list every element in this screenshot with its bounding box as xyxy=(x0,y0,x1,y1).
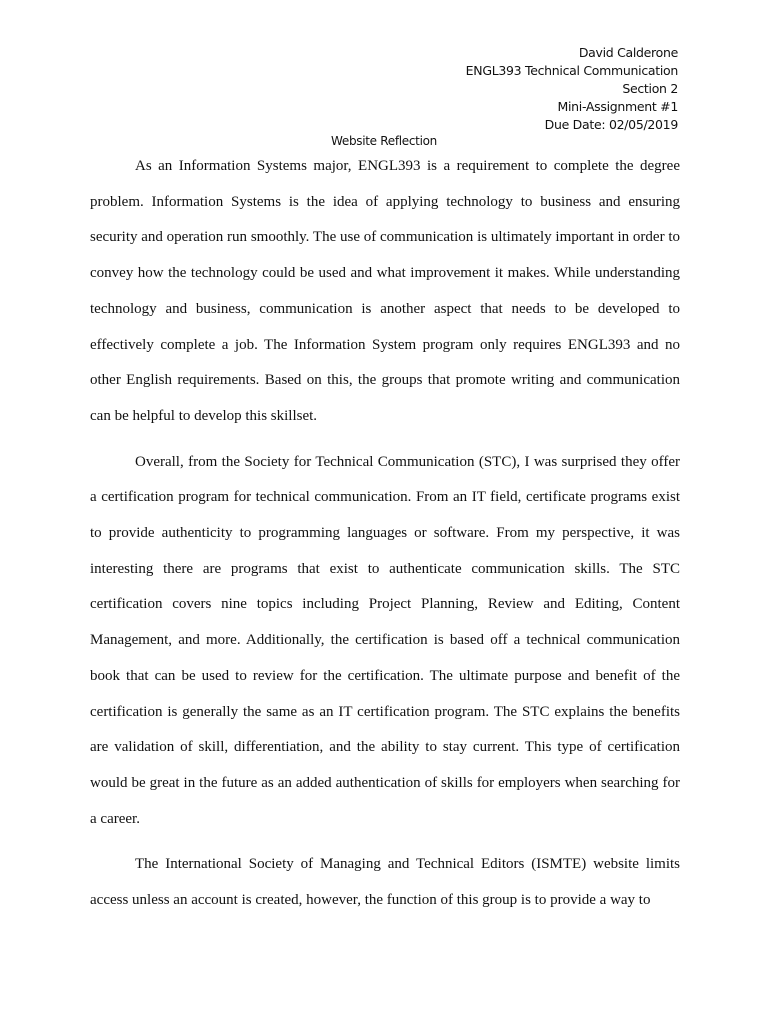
author-name: David Calderone xyxy=(578,45,678,60)
assignment-name: Mini-Assignment #1 xyxy=(557,99,678,114)
document-body xyxy=(90,149,680,919)
paragraph: Overall, from the Society for Technical Communication (STC), I was surprised they offer a certification program for technical communication. From an IT field, certificate programs exist to provide authenticity to programming languages or software. From my perspective, it was interesting there are programs that exist to authenticate communication skills. The STC certification covers nine topics including Project Planning, Review and Editing, Content Management, and more. Additionally, the certification is based off a technical communication book that can be used to review for the certification. The ultimate purpose and benefit of the certification is generally the same as an IT certification program. The STC explains the benefits are validation of skill, differentiation, and the ability to stay current. This type of certification would be great in the future as an added authentication of skills for employers when searching for a career. xyxy=(90,453,680,827)
document-title: Website Reflection xyxy=(331,134,437,148)
course-name: ENGL393 Technical Communication xyxy=(465,63,678,78)
due-date: Due Date: 02/05/2019 xyxy=(544,117,678,132)
paragraph: As an Information Systems major, ENGL393 is a requirement to complete the degree problem. Information Systems is the idea of applying technology to business and ensuring security and operation run smoothly. The use of communication is ultimately important in order to convey how the technology could be used and what improvement it makes. While understanding technology and business, communication is another aspect that needs to be developed to effectively complete a job. The Information System program only requires ENGL393 and no other English requirements. Based on this, the groups that promote writing and communication can be helpful to develop this skillset. xyxy=(90,158,680,424)
document-header xyxy=(466,44,678,134)
section-number: Section 2 xyxy=(622,81,678,96)
paragraph: The International Society of Managing and Technical Editors (ISMTE) website limits access unless an account is created, however, the function of this group is to provide a way to xyxy=(90,856,680,909)
